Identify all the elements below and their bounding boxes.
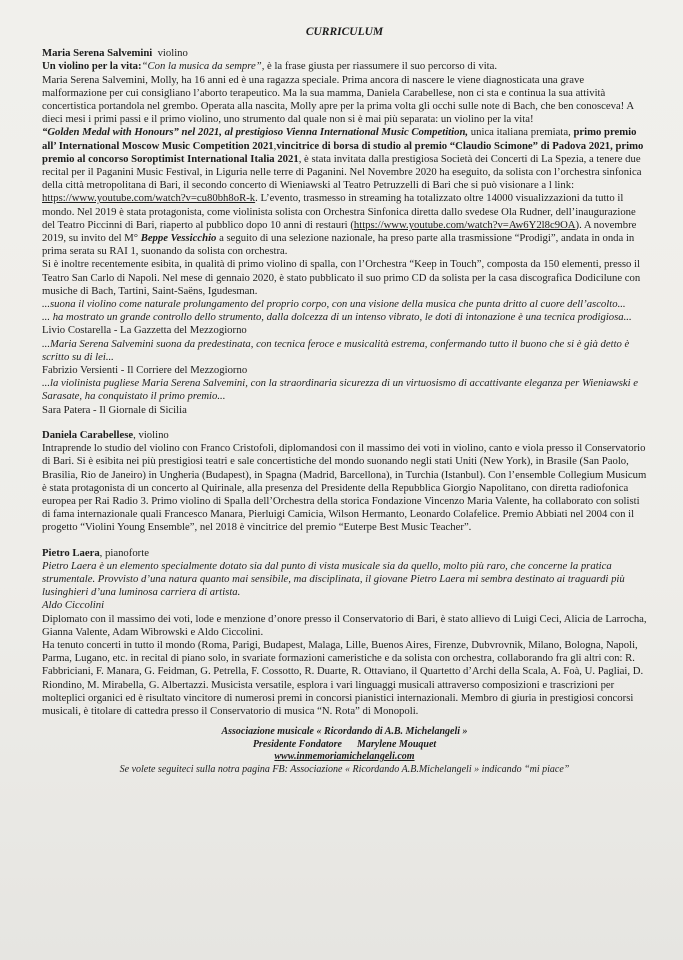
section-heading bbox=[42, 547, 647, 560]
bio-text: , è stata invitata dalla prestigiosa Società dei Concerti di La Spezia, a tenere due recital per il Paganini Music Festival, in Liguria nelle terre di Paganini. Nel Novembre 2020 ha eseguito, da solista con l’orchestra sinfonica della città metropolitana di Bari, il secondo concerto di Wieniawski al Teatro Petruzzelli di Bari che si può visionare a l link: bbox=[42, 152, 642, 192]
artist-instrument: , pianoforte bbox=[99, 546, 149, 559]
artist-instrument: , violino bbox=[133, 428, 169, 441]
bio-paragraph: Maria Serena Salvemini, Molly, ha 16 anni ed è una ragazza speciale. Prima ancora di nascere le viene diagnosticata una grave malformazione per cui consigliano l’aborto terapeutico. Ma la sua mamma, Daniela Carabellese, non ci sta e continua la sua attività concertistica portandola nel grembo. Operata alla nascita, Molly apre per la prima volta gli occhi sulle note di Bach, che ben conosceva! A dieci mesi i primi passi e il primo violino, uno strumento dal quale non si è mai più separata: un violino per la vita! bbox=[42, 73, 634, 126]
youtube-link[interactable]: https://www.youtube.com/watch?v=cu80bh8oR-k bbox=[42, 192, 256, 205]
website-link[interactable]: www.inmemoriamichelangeli.com bbox=[274, 751, 415, 763]
press-quote: ...suona il violino come naturale prolungamento del proprio corpo, con una visione della musica che punta dritto al cuore dell’ascolto... bbox=[42, 298, 626, 311]
artist-name: Daniela Carabellese bbox=[42, 428, 134, 441]
bio-text: . L’evento, trasmesso in streaming ha totalizzato oltre 14000 visualizzazioni da tutto il mondo. Nel 2019 è stata protagonista, come violinista solista con Orchestra Sinfonica diretta dallo svedese Ola Rudner, dell’inaugurazione del Teatro Piccinni di Bari, riaperto al pubblico dopo 10 anni di restauri ( bbox=[42, 192, 636, 231]
facebook-note: Se volete seguiteci sulla notra pagina FB: Associazione « Ricordando A.B.Michelangeli » indicando “mi piace” bbox=[119, 763, 570, 775]
intro-line bbox=[42, 60, 647, 73]
intro-rest: è la frase giusta per riassumere il suo percorso di vita. bbox=[264, 60, 498, 73]
bio-paragraph: Intraprende lo studio del violino con Franco Cristofoli, diplomandosi con il massimo dei voti in violino, canto e viola presso il Conservatorio di Bari. Si è esibita nei più prestigiosi teatri e sale concertistiche del mondo suonando negli stati Uniti (New York), in Brasile (San Paolo, Brasilia, Rio de Janeiro) in Ungheria (Budapest), in Spagna (Madrid, Barcellona), in Turchia (Istanbul). Con l’ensemble Collegium Musicum è stata protagonista di un concerto al Quirinale, alla presenza del Presidente della Repubblica Giorgio Napolitano, con diretta radiofonica europea per Rai Radio 3. Primo violino di Spalla dell’Orchestra della storica Fondazione Vincenzo Maria Valente, ha collaborato con solisti di fama internazionale quali Francesco Manara, Pierluigi Camicia, Wilson Hermanto, Leonardo Colafelice. Premio Abbiati nel 2004 con il progetto “Violini Young Ensemble”, nel 2018 è vincitrice del premio “Euterpe Best Music Teacher”. bbox=[42, 442, 647, 534]
quote-author: Aldo Ciccolini bbox=[42, 599, 105, 612]
association-name: Associazione musicale « Ricordando di A.B. Michelangeli » bbox=[221, 726, 468, 738]
award-text: , bbox=[273, 139, 277, 152]
bio-text: a seguito di una selezione nazionale, ha preso parte alla trasmissione “Prodigi”, andata in onda in prima serata su RAI 1, suonando da solista con orchestra. bbox=[42, 232, 635, 258]
page-title: CURRICULUM bbox=[305, 26, 384, 38]
youtube-link[interactable]: https://www.youtube.com/watch?v=Aw6Y2l8c9OA bbox=[353, 218, 576, 231]
press-source: Livio Costarella - La Gazzetta del Mezzogiorno bbox=[42, 324, 247, 337]
president-line: Presidente Fondatore Marylene Mouquet bbox=[252, 738, 437, 750]
section-heading bbox=[42, 47, 647, 60]
footer bbox=[42, 726, 647, 776]
section-heading bbox=[42, 429, 647, 442]
maestro-name: Beppe Vessicchio bbox=[140, 232, 217, 245]
bio-text: ). A novembre 2019, su invito del M° bbox=[42, 218, 637, 245]
intro-lead: Un violino per la vita: bbox=[42, 60, 142, 73]
artist-name: Maria Serena Salvemini bbox=[42, 47, 153, 60]
artist-name: Pietro Laera bbox=[42, 546, 100, 559]
press-quote: ...Maria Serena Salvemini suona da predestinata, con tecnica feroce e musicalità estrema, confermando tutto il buono che si è già detto è scritto su di lei... bbox=[42, 337, 630, 363]
intro-quote: “Con la musica da sempre”, bbox=[141, 60, 265, 73]
award-scimone: vincitrice di borsa di studio al premio “Claudio Scimone” di Padova 2021, primo premio al concorso Soroptimist International Italia 2021 bbox=[42, 139, 644, 165]
press-source: Fabrizio Versienti - Il Corriere del Mezzogiorno bbox=[42, 364, 248, 377]
artist-instrument: violino bbox=[157, 47, 188, 60]
award-moscow: primo premio all’ International Moscow Music Competition 2021 bbox=[42, 126, 637, 152]
award-vienna: “Golden Medal with Honours” nel 2021, al prestigioso Vienna International Music Competition, bbox=[42, 126, 469, 139]
press-source: Sara Patera - Il Giornale di Sicilia bbox=[42, 403, 187, 416]
bio-paragraph: Diplomato con il massimo dei voti, lode e menzione d’onore presso il Conservatorio di Bari, è stato allievo di Luigi Ceci, Alicia de Larrocha, Gianna Valente, Adam Wibrowski e Aldo Ciccolini. bbox=[42, 612, 647, 638]
awards-paragraph bbox=[42, 126, 647, 258]
press-quote: ... ha mostrato un grande controllo dello strumento, dalla dolcezza di un intenso vibrato, le doti di intonazione è una tecnica prodigiosa... bbox=[42, 311, 632, 324]
bio-paragraph: Ha tenuto concerti in tutto il mondo (Roma, Parigi, Budapest, Malaga, Lille, Buenos Aires, Firenze, Dubvrovnik, Milano, Bologna, Napoli, Parma, Lugano, etc. in recital di piano solo, in svariate formazioni cameristiche e da solista con orchestra, collaborando fra gli altri con: R. Fabbriciani, F. Manara, G. Feidman, G. Petrella, F. Cossotto, R. Duarte, R. Ottaviano, il Quartetto d’Archi della Scala, A. Foà, U. Pagliai, D. Riondino, M. Mirabella, G. Albertazzi. Musicista versatile, esplora i vari linguaggi musicali attraverso composizioni e trascrizioni per molteplici organici ed è risultato vincitore di numerosi premi in concorsi pianistici internazionali. Membro di giuria in prestigiosi concorsi musicali, è titolare di cattedra presso il Conservatorio di musica “N. Rota” di Monopoli. bbox=[42, 638, 644, 717]
press-quote: Pietro Laera è un elemento specialmente dotato sia dal punto di vista musicale sia da quello, molto più raro, che concerne la pratica strumentale. Provvisto d’una natura quanto mai sensibile, ma disciplinata, il giovane Pietro Laera mi sembra destinato ai traguardi più lusinghieri d’una luminosa carriera di artista. bbox=[42, 559, 625, 599]
bio-paragraph: Si è inoltre recentemente esibita, in qualità di primo violino di spalla, con l’Orchestra “Keep in Touch”, composta da 150 elementi, presso il Teatro San Carlo di Napoli. Nel mese di gennaio 2020, è stato pubblicato il suo primo CD da solista per la casa discografica Dodicilune con musiche di Bach, Tartini, Saint-Saëns, Igudesman. bbox=[42, 258, 641, 297]
press-quote: ...la violinista pugliese Maria Serena Salvemini, con la straordinaria sicurezza di un virtuosismo di accattivante eleganza per Wieniawski e Sarasate, ha conquistato il primo premio... bbox=[42, 377, 639, 403]
award-text: unica italiana premiata, bbox=[468, 126, 574, 139]
